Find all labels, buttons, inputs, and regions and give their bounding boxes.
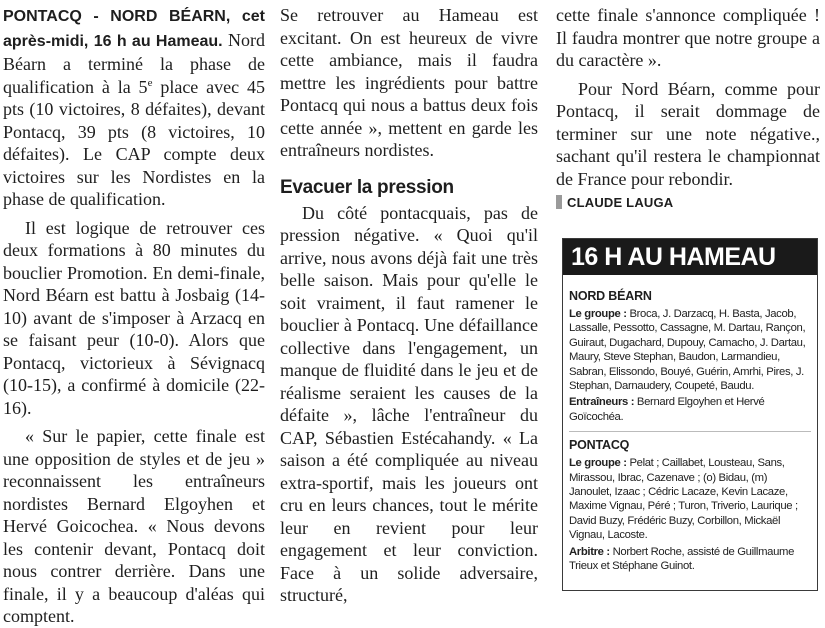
team-roster xyxy=(569,307,811,393)
match-info-box xyxy=(562,238,818,591)
entry-text: Bernard Elgoyhen et Hervé Goïcochéa. xyxy=(569,396,765,423)
paragraph-text: Nord Béarn a terminé la phase de qualification à la 5 xyxy=(3,29,266,97)
entry-label: Le groupe : xyxy=(569,308,627,320)
byline-bar-icon xyxy=(556,195,562,209)
article-paragraph-3: « Sur le papier, cette finale est une opposition de styles et de jeu » reconnaissent les entraîneurs nordistes Bernard Elgoyhen et Hervé Goicochea. « Nous devons les contenir devant, Pontacq doit nous contrer derrière. Dans une finale, il y a beaucoup d'aléas qui comptent. xyxy=(3,426,265,626)
article-column-2 xyxy=(280,4,538,607)
author-name: CLAUDE LAUGA xyxy=(567,195,674,210)
team-roster xyxy=(569,456,811,542)
entry-label: Entraîneurs : xyxy=(569,396,635,409)
entry-label: Arbitre : xyxy=(569,545,610,558)
match-referee xyxy=(569,545,811,574)
article-paragraph-7: Pour Nord Béarn, comme pour Pontacq, il serait dommage de terminer sur une note négative., sachant qu'il restera le championnat de France pour rebondir. xyxy=(556,78,820,189)
article-paragraph-6: cette finale s'annonce compliquée ! Il faudra montrer que notre groupe a du caractère ». xyxy=(556,5,820,70)
author-byline xyxy=(556,195,820,210)
team-coaches xyxy=(569,395,811,424)
article-lead: PONTACQ - NORD BÉARN, cet après-midi, 16 h au Hameau. xyxy=(3,8,265,50)
box-body xyxy=(563,275,817,574)
ordinal-superscript: e xyxy=(147,76,153,89)
article-column-1 xyxy=(3,4,265,628)
article-paragraph-1 xyxy=(3,4,265,211)
entry-text: Pelat ; Caillabet, Lousteau, Sans, Mirassou, Ibrac, Cazenave ; (o) Bidau, (m) Janoulet, Izaac ; Cédric Lacaze, Kevin Lacaze, Maxime Vignau, Péré ; Turon, Triverio, Laurique ; David Buzy, Frédéric Buzy, Corbillon, Mickaël Vignau, Lacoste. xyxy=(569,457,798,542)
article-paragraph-2: Il est logique de retrouver ces deux formations à 80 minutes du bouclier Promotion. En demi-finale, Nord Béarn est battu à Josbaig (14-10) avant de s'imposer à Arzacq en se faisant peur (10-0). Alors que Pontacq, victorieux à Sévignacq (10-15), a confirmé à domicile (22-16). xyxy=(3,217,265,418)
entry-text: Norbert Roche, assisté de Guillmaume Trieux et Stéphane Guinot. xyxy=(569,545,794,573)
team-name-nord-bearn: NORD BÉARN xyxy=(569,289,652,303)
article-paragraph-4: Se retrouver au Hameau est excitant. On est heureux de vivre cette ambiance, mais il faudra mettre les ingrédients pour battre Pontacq qui nous a battus deux fois cette année », mettent en garde les entraîneurs nordistes. xyxy=(280,5,538,160)
box-title: 16 H AU HAMEAU xyxy=(563,239,817,275)
paragraph-text: place avec 45 pts (10 victoires, 8 défaites), devant Pontacq, 39 pts (8 victoires, 10 défaites). Le CAP compte deux victoires sur les Nordistes en la phase de qualification. xyxy=(3,76,265,209)
entry-text: Broca, J. Darzacq, H. Basta, Jacob, Lassalle, Pessotto, Cassagne, M. Dartau, Rançon, Guiraut, Dugachard, Dupouy, Camacho, J. Dartau, Maury, Steve Stephan, Baudon, Larmandieu, Sabran, Elissondo, Bouyé, Guérin, Amrhi, Pires, J. Stephan, Darnaudery, Coupeté, Baudu. xyxy=(569,308,806,393)
article-column-3 xyxy=(556,4,820,210)
entry-label: Le groupe : xyxy=(569,457,627,470)
section-divider xyxy=(569,431,811,432)
team-name-pontacq: PONTACQ xyxy=(569,438,630,453)
article-paragraph-5: Du côté pontacquais, pas de pression négative. « Quoi qu'il arrive, nous avons déjà fait une très belle saison. Mais pour qu'elle le soit vraiment, il faut ramener le bouclier à Pontacq. Une défaillance collective dans l'engagement, un manque de fluidité dans le jeu et de réalisme seraient les causes de la défaite », lâche l'entraîneur du CAP, Sébastien Estécahandy. « La saison a été compliquée au niveau extra-sportif, mais les joueurs ont cru en leurs chances, tout le mérite leur en revient pour leur engagement et leur conviction. Face à un solide adversaire, structuré, xyxy=(280,202,538,605)
article-subheading: Evacuer la pression xyxy=(280,176,454,198)
